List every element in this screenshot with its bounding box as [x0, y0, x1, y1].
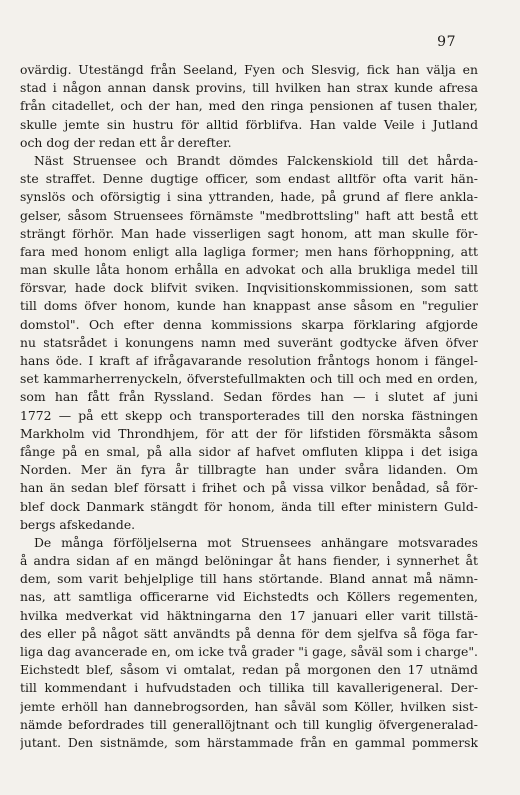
text-line: nu statsrådet i konungens namn med suveränt godtycke äfven öfver — [20, 334, 478, 350]
page-number: 97 — [437, 34, 456, 50]
text-line: domstol". Och efter denna kommissions skarpa förklaring afgjorde — [20, 316, 478, 332]
text-line: stad i någon annan dansk provins, till hvilken han strax kunde afresa — [20, 80, 478, 96]
text-line: ovärdig. Utestängd från Seeland, Fyen och Slesvig, fick han välja en — [20, 62, 478, 77]
text-line: Eichstedt blef, såsom vi omtalat, redan på morgonen den 17 utnämd — [20, 662, 478, 678]
text-line: blef dock Danmark stängdt för honom, ända till efter ministern Guld- — [20, 498, 478, 514]
text-line: man skulle låta honom erhålla en advokat och alla brukliga medel till — [20, 262, 478, 278]
text-line: synslös och oförsigtig i sina yttranden, hade, på grund af flere ankla- — [20, 189, 478, 205]
text-line: från citadellet, och der han, med den ringa pensionen af tusen thaler, — [20, 98, 478, 114]
text-line: försvar, hade dock blifvit sviken. Inqvisitionskommissionen, som satt — [20, 280, 478, 296]
text-line: fånge på en smal, på alla sidor af hafvet omfluten klippa i det isiga — [20, 443, 478, 459]
text-line: hans öde. I kraft af ifrågavarande resolution fråntogs honom i fängel- — [20, 353, 478, 368]
body-text — [20, 61, 478, 752]
text-line: som han fått från Ryssland. Sedan fördes han — i slutet af juni — [20, 389, 478, 405]
text-line: ste straffet. Denne dugtige officer, som endast alltför ofta varit hän- — [20, 171, 478, 187]
text-line: bergs afskedande. — [20, 516, 136, 532]
text-line: nas, att samtliga officerarne vid Eichstedts och Köllers regementen, — [20, 589, 478, 605]
text-line: han än sedan blef försatt i frihet och på vissa vilkor benådad, så för- — [20, 480, 478, 496]
text-line: liga dag avancerade en, om icke två grader "i gage, såväl som i charge". — [20, 644, 478, 659]
text-line: des eller på något sätt användts på denna för dem sjelfva så föga far- — [20, 625, 478, 641]
text-line: nämde befordrades till generallöjtnant och till kunglig öfvergeneralad- — [20, 716, 478, 732]
text-line: set kammarherrenyckeln, öfverstefullmakten och till och med en orden, — [20, 371, 478, 387]
text-line: skulle jemte sin hustru för alltid förblifva. Han valde Veile i Jutland — [20, 116, 478, 132]
text-line: till doms öfver honom, kunde han knappast anse såsom en "regulier — [20, 298, 478, 314]
text-line: strängt förhör. Man hade visserligen sagt honom, att man skulle för- — [20, 225, 478, 241]
text-line: gelser, såsom Struensees förnämste "medbrottsling" haft att bestå ett — [20, 207, 478, 223]
text-line: dem, som varit behjelplige till hans störtande. Bland annat må nämn- — [20, 571, 478, 587]
text-line: hvilka medverkat vid häktningarna den 17 januari eller varit tillstä- — [20, 607, 478, 623]
text-line: Näst Struensee och Brandt dömdes Falckenskiold till det hårda- — [34, 152, 478, 168]
text-line: Norden. Mer än fyra år tillbragte han under svåra lidanden. Om — [20, 462, 478, 478]
text-line: till kommendant i hufvudstaden och tillika till kavallerigeneral. Der- — [20, 680, 478, 696]
text-line: jemte erhöll han dannebrogsorden, han såväl som Köller, hvilken sist- — [20, 698, 478, 714]
text-line: 1772 — på ett skepp och transporterades till den norska fästningen — [20, 407, 478, 423]
text-line: fara med honom enligt alla lagliga former; men hans förhoppning, att — [20, 243, 478, 259]
text-line: och dog der redan ett år derefter. — [20, 134, 232, 150]
text-line: Markholm vid Throndhjem, för att der för lifstiden försmäkta såsom — [20, 425, 478, 441]
text-line: De många förföljelserna mot Struensees anhängare motsvarades — [34, 534, 478, 550]
text-line: å andra sidan af en mängd belöningar åt hans fiender, i synnerhet åt — [20, 553, 478, 569]
text-line: jutant. Den sistnämde, som härstammade från en gammal pommersk — [20, 734, 478, 750]
